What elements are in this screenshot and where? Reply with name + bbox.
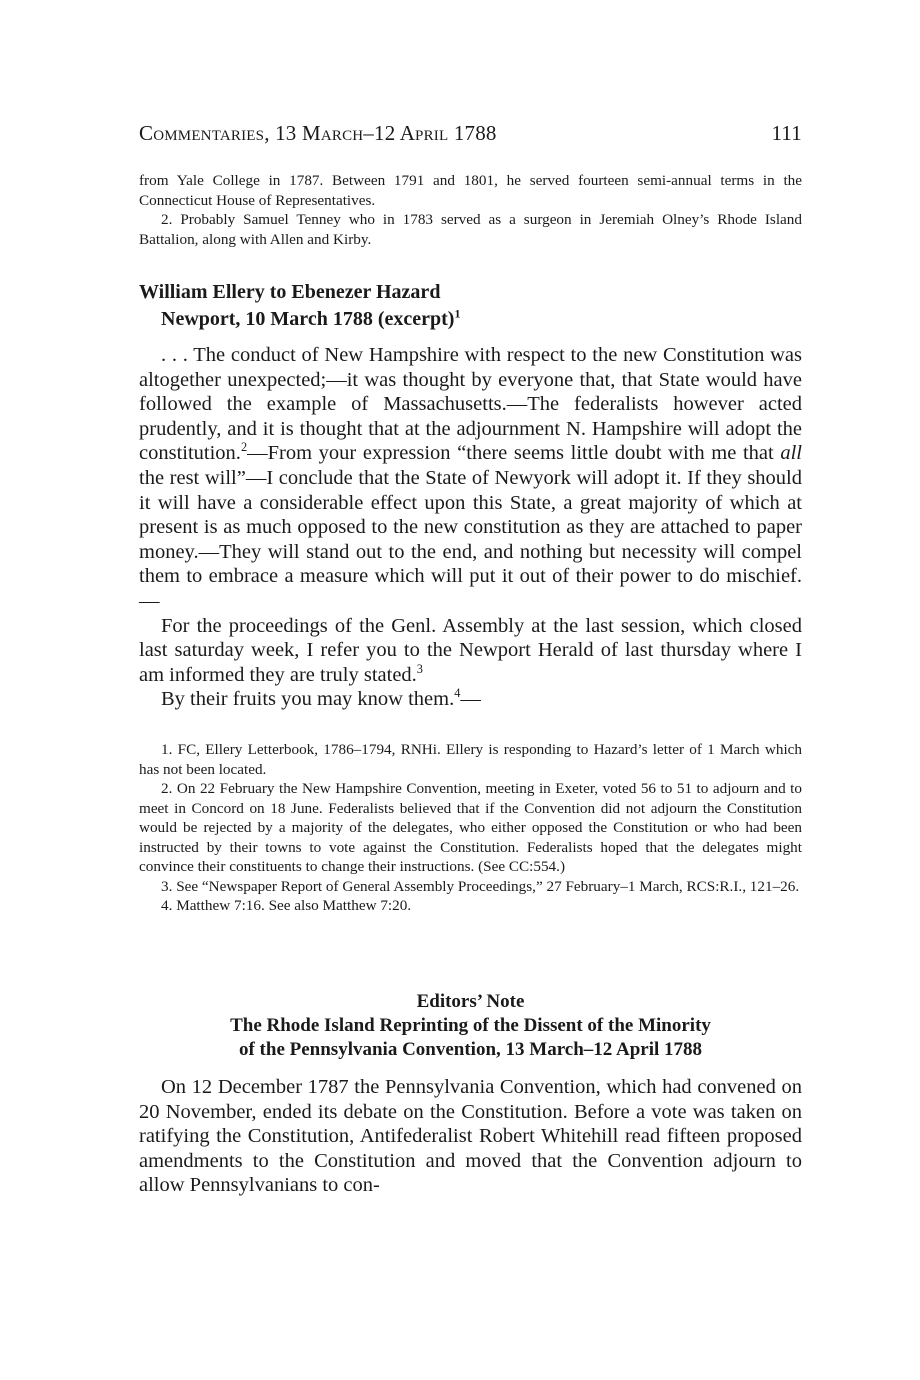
running-head: Commentaries, 13 March–12 April 1788 [139,121,497,145]
p1-text-b: —From your expression “there seems little doubt with me that [247,442,781,465]
running-header [139,121,802,151]
document-heading [139,279,802,333]
letter-paragraph-1 [139,343,802,614]
letter-footnotes [139,740,802,916]
p3-text: By their fruits you may know them. [161,688,455,711]
p1-text-a: . . . The conduct of New Hampshire with respect to the new Constitution was altogether unexpected;—it was thought by everyone that, that State would have followed the example of Massachusetts.—The federalists however acted prudently, and it is thought that at the adjournment N. Hampshire will adopt the constitution. [139,344,802,465]
note-ref-2: 2 [240,440,248,455]
p2-text: For the proceedings of the Genl. Assembly at the last session, which closed last saturday week, I refer you to the Newport Herald of last thursday where I am informed they are truly stated. [139,614,802,686]
letter-paragraph-3 [139,687,802,712]
note-ref-1: 1 [454,306,461,321]
footnote-continuation: from Yale College in 1787. Between 1791 and 1801, he served fourteen semi-annual terms in the Connecticut House of Representatives. [139,172,802,209]
footnote-4: 4. Matthew 7:16. See also Matthew 7:20. [161,897,412,914]
editors-note-text [139,1075,802,1198]
p1-text-c: the rest will”—I conclude that the State of Newyork will adopt it. If they should it will have a considerable effect upon this State, a great majority of which at present is as much opposed to the new constitution as they are attached to paper money.—They will stand out to the end, and nothing but necessity will compel them to embrace a measure which will put it out of their power to do mischief.— [139,466,802,612]
document-dateline [139,306,802,333]
p3-end: — [460,688,481,711]
editors-note-title-1: The Rhode Island Reprinting of the Dissent of the Minority [230,1015,711,1036]
page-number: 111 [771,121,802,145]
footnote-2: 2. On 22 February the New Hampshire Convention, meeting in Exeter, voted 56 to 51 to adjourn and to meet in Concord on 18 June. Federalists believed that if the Convention did not adjourn the Constitution would be rejected by a majority of the delegates, who either opposed the Constitution or who had been instructed by their towns to vote against the Constitution. Federalists hoped that the delegates might convince their constituents to change their instructions. (See CC:554.) [139,780,802,875]
continued-footnotes [139,171,802,249]
dateline-text: Newport, 10 March 1788 (excerpt) [161,308,455,330]
note-ref-4: 4 [454,686,461,701]
editors-note-paragraph: On 12 December 1787 the Pennsylvania Convention, which had convened on 20 November, ended its debate on the Constitution. Before a vote was taken on ratifying the Constitution, Antifederalist Robert Whitehill read fifteen proposed amendments to the Constitution and moved that the Convention adjourn to allow Pennsylvanians to con- [139,1076,802,1197]
p1-italic: all [780,442,802,465]
footnote-1: 1. FC, Ellery Letterbook, 1786–1794, RNHi. Ellery is responding to Hazard’s letter of 1 March which has not been located. [139,741,802,778]
document-title: William Ellery to Ebenezer Hazard [139,281,441,303]
editors-note-heading [139,990,802,1062]
footnote-2: 2. Probably Samuel Tenney who in 1783 served as a surgeon in Jeremiah Olney’s Rhode Island Battalion, along with Allen and Kirby. [139,211,802,248]
letter-text [139,343,802,712]
editors-note-label: Editors’ Note [416,991,525,1012]
letter-paragraph-2 [139,614,802,688]
editors-note-title-2: of the Pennsylvania Convention, 13 March–12 April 1788 [238,1039,703,1060]
footnote-3: 3. See “Newspaper Report of General Assembly Proceedings,” 27 February–1 March, RCS:R.I., 121–26. [161,877,800,895]
note-ref-3: 3 [416,661,423,676]
